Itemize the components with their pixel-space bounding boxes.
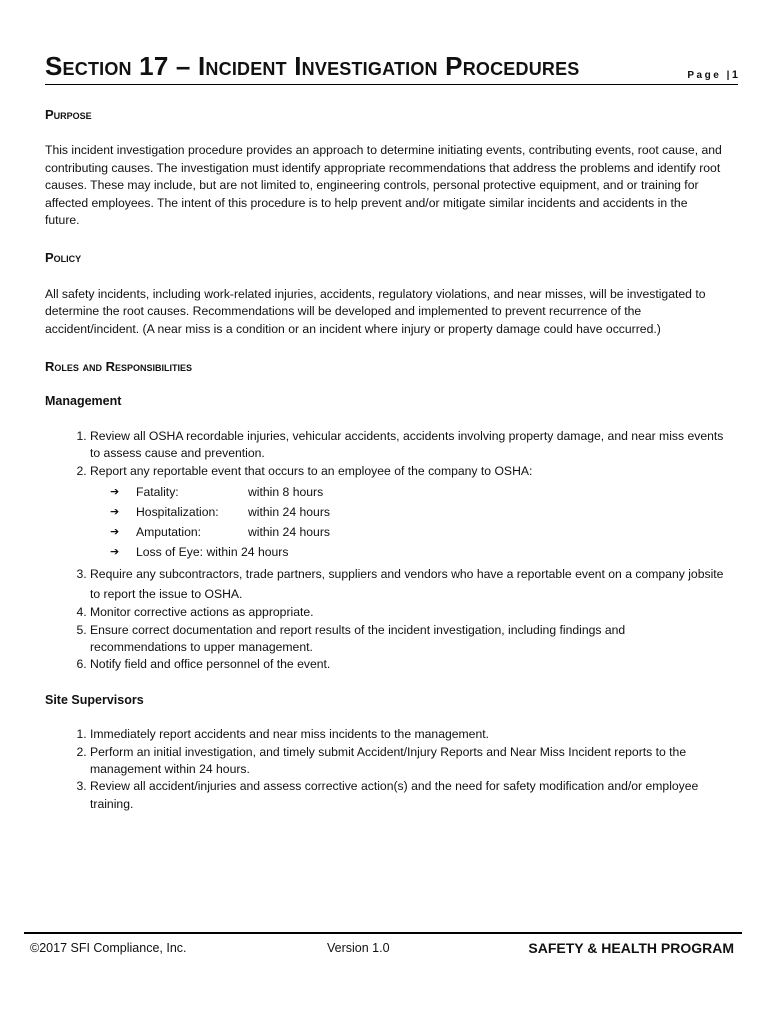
deadline-time: within 8 hours	[248, 485, 324, 500]
deadline-event: Hospitalization:	[136, 505, 219, 520]
list-item: 5. Ensure correct documentation and report results of the incident investigation, including findings and recommendations to upper management.	[90, 622, 725, 657]
deadline-time: within 24 hours	[248, 505, 330, 520]
list-item-text: Report any reportable event that occurs to an employee of the company to OSHA:	[90, 463, 533, 478]
deadline-event: Amputation:	[136, 525, 202, 540]
deadline-item	[110, 502, 725, 522]
deadline-item	[110, 542, 725, 562]
list-item: 1. Review all OSHA recordable injuries, vehicular accidents, accidents involving property damage, and near miss events to assess cause and prevention.	[90, 428, 725, 463]
deadline-event: Fatality:	[136, 485, 179, 500]
roles-heading: Roles and Responsibilities	[45, 359, 193, 375]
arrow-right-icon: ➔	[110, 506, 120, 519]
deadline-time: within 24 hours	[248, 525, 330, 540]
list-item: 1. Immediately report accidents and near miss incidents to the management.	[90, 726, 725, 743]
purpose-text: This incident investigation procedure provides an approach to determine initiating events, contributing events, root cause, and contributing causes. The investigation must identify appropriate recommendations that address the problems and identify root causes. These may include, but are not limited to, engineering controls, personal protective equipment, and or training for affected employees. The intent of this procedure is to help prevent and/or mitigate similar incidents and accidents in the future.	[45, 143, 722, 228]
footer-divider	[24, 932, 742, 934]
site-supervisors-heading: Site Supervisors	[45, 692, 144, 707]
arrow-right-icon: ➔	[110, 526, 120, 539]
document-body	[45, 106, 725, 813]
list-item: 4. Monitor corrective actions as appropriate.	[90, 604, 725, 621]
purpose-heading: Purpose	[45, 107, 92, 122]
deadline-event: Loss of Eye: within 24 hours	[136, 545, 289, 560]
site-supervisors-list	[45, 726, 725, 813]
footer-version: Version 1.0	[327, 941, 390, 955]
reporting-deadlines	[110, 482, 725, 562]
list-item: 3. Review all accident/injuries and assess corrective action(s) and the need for safety modification and/or employee training.	[90, 778, 725, 813]
footer-program: SAFETY & HEALTH PROGRAM	[528, 940, 734, 956]
arrow-right-icon: ➔	[110, 486, 120, 499]
management-list	[45, 428, 725, 674]
management-heading: Management	[45, 394, 122, 409]
deadline-item	[110, 482, 725, 502]
page-number	[687, 69, 738, 81]
page-header	[45, 50, 738, 85]
arrow-right-icon: ➔	[110, 546, 120, 559]
footer-copyright: ©2017 SFI Compliance, Inc.	[30, 941, 187, 955]
list-item: 6. Notify field and office personnel of the event.	[90, 656, 725, 673]
policy-heading: Policy	[45, 250, 82, 266]
list-item	[90, 463, 725, 562]
page-number-value: 1	[731, 69, 738, 81]
page-label: Page |	[687, 70, 732, 81]
deadline-item	[110, 522, 725, 542]
list-item: 3. Require any subcontractors, trade partners, suppliers and vendors who have a reportable event on a company jobsite to report the issue to OSHA.	[90, 564, 725, 604]
section-title: Section 17 – Incident Investigation Procedures	[45, 51, 580, 81]
policy-text: All safety incidents, including work-related injuries, accidents, regulatory violations, and near misses, will be investigated to determine the root causes. Recommendations will be developed and implemented to prevent recurrence of the accident/incident. (A near miss is a condition or an incident where injury or property damage could have occurred.)	[45, 286, 706, 336]
list-item: 2. Perform an initial investigation, and timely submit Accident/Injury Reports and Near Miss Incident reports to the management within 24 hours.	[90, 744, 725, 779]
